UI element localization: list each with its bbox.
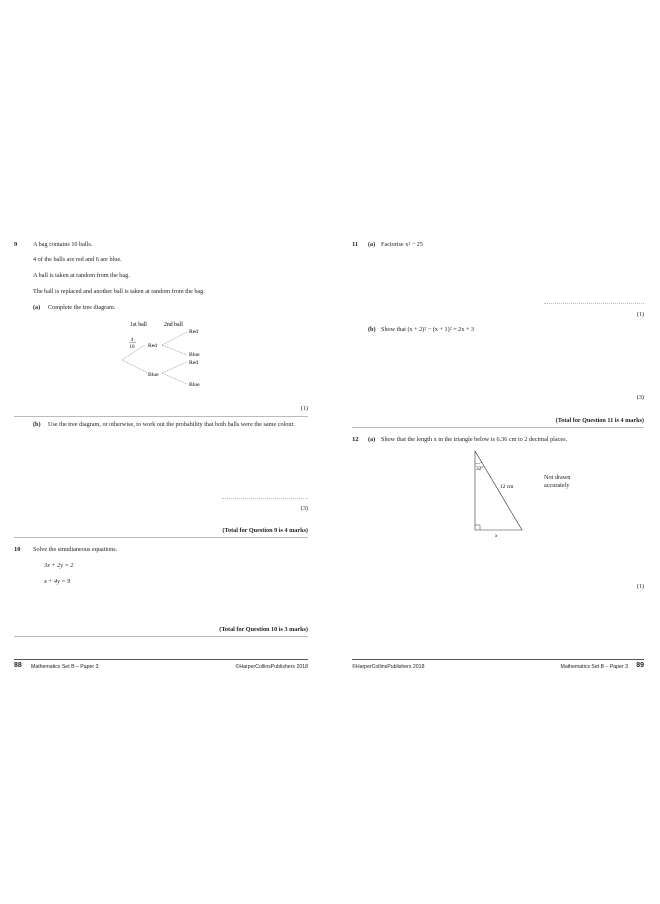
q10-eq2: x + 4y = 9 (44, 578, 71, 585)
q9-number: 9 (14, 241, 18, 248)
not-drawn-note-1: Not drawn (544, 474, 571, 481)
footer-rule (14, 659, 308, 660)
footer-copyright-left: ©HarperCollinsPublishers 2018 (235, 663, 308, 670)
triangle-diagram (466, 448, 536, 540)
footer-copyright-right: ©HarperCollinsPublishers 2018 (352, 663, 425, 670)
prob-denominator: 10 (129, 345, 135, 350)
q12a-marks: (1) (636, 583, 644, 590)
q11a-text: Factorise x² − 25 (381, 241, 423, 248)
page-number-left: 88 (14, 662, 22, 669)
prob-numerator: 4 (130, 338, 134, 343)
tree-diagram (110, 318, 220, 390)
q9-line1: A bag contains 10 balls. (33, 241, 93, 248)
q11a-answer-line[interactable] (544, 303, 644, 304)
right-angle-mark (475, 525, 480, 530)
q9a-label: (a) (33, 304, 41, 311)
q9-line3: A ball is taken at random from the bag. (33, 272, 130, 279)
q9b-marks: (3) (300, 505, 308, 512)
q12a-text: Show that the length x in the triangle below is 6.36 cm to 2 decimal places. (381, 436, 568, 443)
branch-first-blue (122, 360, 148, 373)
tree-red1: Red (148, 343, 158, 349)
hypotenuse-label: 12 cm (500, 484, 514, 490)
footer-title-right: Mathematics Set B – Paper 3 (560, 663, 628, 670)
tree-blue2a: Blue (189, 352, 200, 358)
q10-eq1: 3x + 2y = 2 (44, 562, 74, 569)
q9-line2: 4 of the balls are red and 6 are blue. (33, 256, 122, 263)
q11-total: (Total for Question 11 is 4 marks) (555, 417, 644, 424)
divider (14, 416, 308, 417)
tree-second-ball-label: 2nd ball (164, 322, 183, 328)
x-label: x (495, 533, 498, 539)
tree-red2b: Red (189, 360, 199, 366)
q11b-text: Show that (x + 2)² − (x + 1)² = 2x + 3 (381, 326, 474, 333)
q9b-text: Use the tree diagram, or otherwise, to work out the probability that both balls were the same colour. (48, 421, 295, 428)
q10-total: (Total for Question 10 is 3 marks) (219, 626, 308, 633)
tree-first-ball-label: 1st ball (130, 322, 147, 328)
branch-red-red (162, 332, 187, 345)
q11a-marks: (1) (636, 311, 644, 318)
branch-blue-blue (162, 373, 187, 384)
angle-label: 32° (476, 466, 484, 472)
q12a-label: (a) (368, 436, 376, 443)
divider (14, 537, 308, 538)
branch-red-blue (162, 345, 187, 355)
q11b-marks: (3) (636, 394, 644, 401)
q9a-marks: (1) (300, 405, 308, 412)
footer-title-left: Mathematics Set B – Paper 3 (31, 663, 99, 670)
tree-red2a: Red (189, 329, 199, 335)
page-number-right: 89 (636, 662, 644, 669)
triangle (475, 451, 522, 530)
divider (352, 427, 644, 428)
tree-blue2b: Blue (189, 382, 200, 388)
angle-arc (475, 462, 482, 464)
divider (14, 636, 308, 637)
q9a-text: Complete the tree diagram. (48, 304, 116, 311)
q11-number: 11 (352, 241, 359, 248)
q9-total: (Total for Question 9 is 4 marks) (222, 527, 308, 534)
not-drawn-note-2: accurately (544, 482, 570, 489)
q11a-label: (a) (368, 241, 376, 248)
branch-blue-red (162, 362, 187, 373)
q9b-label: (b) (33, 421, 41, 428)
tree-blue1: Blue (148, 372, 159, 378)
q11b-label: (b) (368, 326, 376, 333)
footer-rule (352, 659, 644, 660)
q9b-answer-line[interactable] (222, 498, 308, 499)
q10-text: Solve the simultaneous equations. (33, 546, 118, 553)
q12-number: 12 (352, 436, 359, 443)
q9-line4: The ball is replaced and another ball is taken at random from the bag. (33, 288, 205, 295)
q10-number: 10 (14, 546, 21, 553)
